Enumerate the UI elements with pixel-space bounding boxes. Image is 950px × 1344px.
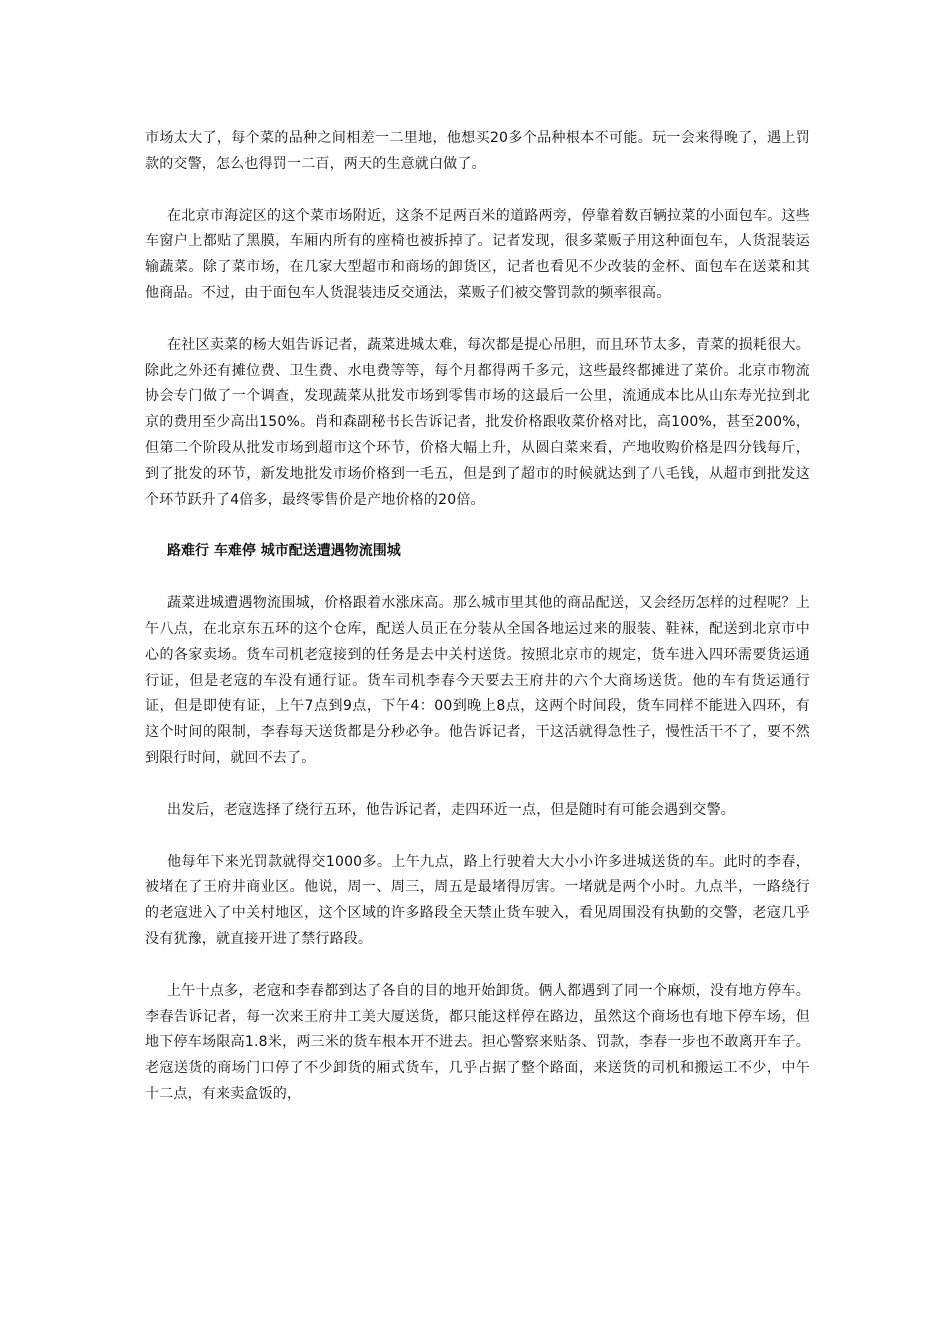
paragraph-2: 在北京市海淀区的这个菜市场附近，这条不足两百米的道路两旁，停靠着数百辆拉菜的小面包车。这些车窗户上都贴了黑膜，车厢内所有的座椅也被拆掉了。记者发现，很多菜贩子用这种面包车，人货混装运输蔬菜。除了菜市场，在几家大型超市和商场的卸货区，记者也看见不少改装的金杯、面包车在送菜和其他商品。不过，由于面包车人货混装违反交通法，菜贩子们被交警罚款的频率很高。	[145, 207, 810, 301]
paragraph-5: 出发后，老寇选择了绕行五环，他告诉记者，走四环近一点，但是随时有可能会遇到交警。	[167, 801, 735, 818]
paragraph-1: 市场太大了，每个菜的品种之间相差一二里地，他想买20多个品种根本不可能。玩一会来得晚了，遇上罚款的交警，怎么也得罚一二百，两天的生意就白做了。	[145, 130, 810, 172]
document-body	[145, 126, 810, 1134]
paragraph-4: 蔬菜进城遭遇物流围城，价格跟着水涨床高。那么城市里其他的商品配送，又会经历怎样的过程呢？上午八点，在北京东五环的这个仓库，配送人员正在分装从全国各地运过来的服装、鞋袜，配送到北京市中心的各家卖场。货车司机老寇接到的任务是去中关村送货。按照北京市的规定，货车进入四环需要货运通行证，但是老寇的车没有通行证。货车司机李春今天要去王府井的六个大商场送货。他的车有货运通行证，但是即使有证，上午7点到9点，下午4：00到晚上8点，这两个时间段，货车同样不能进入四环，有这个时间的限制，李春每天送货都是分秒必争。他告诉记者，干这活就得急性子，慢性活干不了，要不然到限行时间，就回不去了。	[145, 595, 810, 766]
paragraph-6: 他每年下来光罚款就得交1000多。上午九点，路上行驶着大大小小许多进城送货的车。此时的李春，被堵在了王府井商业区。他说，周一、周三，周五是最堵得厉害。一堵就是两个小时。九点半，一路绕行的老寇进入了中关村地区，这个区域的许多路段全天禁止货车驶入，看见周围没有执勤的交警，老寇几乎没有犹豫，就直接开进了禁行路段。	[145, 853, 810, 947]
paragraph-7: 上午十点多，老寇和李春都到达了各自的目的地开始卸货。俩人都遇到了同一个麻烦，没有地方停车。李春告诉记者，每一次来王府井工美大厦送货，都只能这样停在路边，虽然这个商场也有地下停车场，但地下停车场限高1.8米，两三米的货车根本开不进去。担心警察来贴条、罚款，李春一步也不敢离开车子。老寇送货的商场门口停了不少卸货的厢式货车，几乎占据了整个路面，来送货的司机和搬运工不少，中午十二点，有来卖盒饭的，	[145, 982, 810, 1102]
paragraph-3: 在社区卖菜的杨大姐告诉记者，蔬菜进城太难，每次都是提心吊胆，而且环节太多，青菜的损耗很大。除此之外还有摊位费、卫生费、水电费等等，每个月都得两千多元，这些最终都摊进了菜价。北京市物流协会专门做了一个调查，发现蔬菜从批发市场到零售市场的这最后一公里，流通成本比从山东寿光拉到北京的费用至少高出150%。肖和森副秘书长告诉记者，批发价格跟收菜价格对比，高100%，甚至200%，但第二个阶段从批发市场到超市这个环节，价格大幅上升，从圆白菜来看，产地收购价格是四分钱每斤，到了批发的环节，新发地批发市场价格到一毛五，但是到了超市的时候就达到了八毛钱，从超市到批发这个环节跃升了4倍多，最终零售价是产地价格的20倍。	[145, 336, 810, 508]
section-heading: 路难行 车难停 城市配送遭遇物流围城	[167, 543, 401, 560]
